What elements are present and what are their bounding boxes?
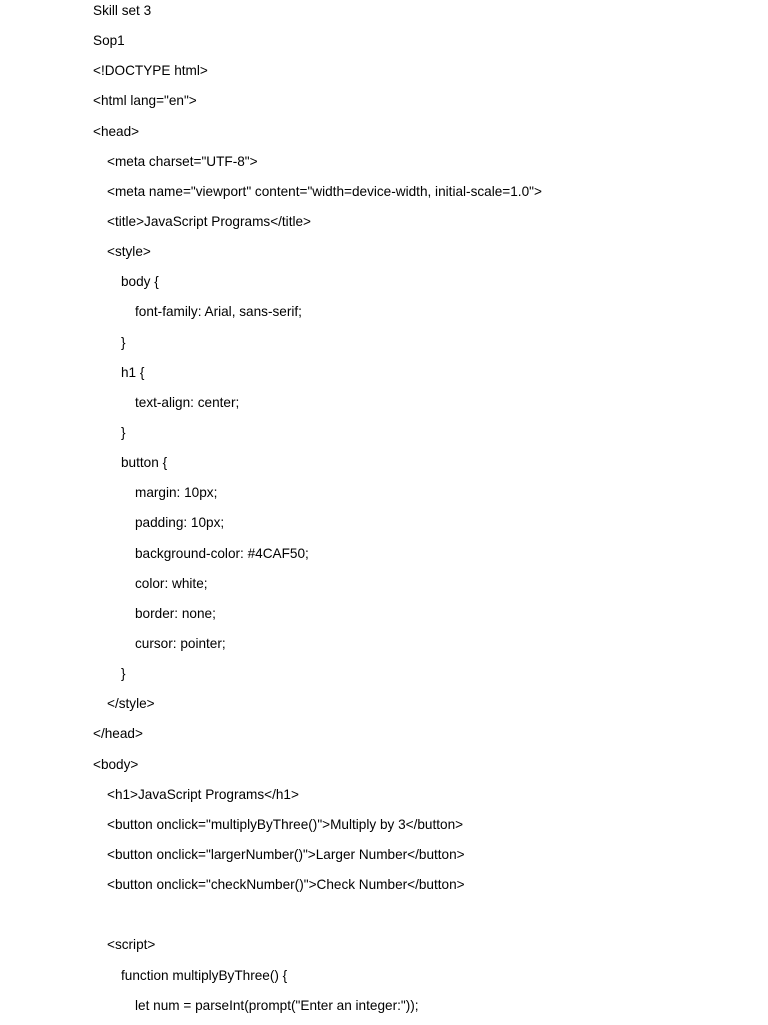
document-body bbox=[93, 0, 542, 1025]
document-line: Sop1 bbox=[93, 33, 125, 49]
document-line: <body> bbox=[93, 756, 139, 772]
document-line: <style> bbox=[107, 244, 151, 260]
document-line: cursor: pointer; bbox=[135, 635, 226, 651]
document-line: function multiplyByThree() { bbox=[121, 967, 288, 983]
document-line: Skill set 3 bbox=[93, 3, 152, 18]
document-line: </style> bbox=[107, 696, 155, 712]
document-line: <title>JavaScript Programs</title> bbox=[107, 213, 311, 229]
document-line: </head> bbox=[93, 726, 143, 742]
document-line: text-align: center; bbox=[135, 394, 240, 410]
document-line: } bbox=[121, 666, 126, 682]
document-line: margin: 10px; bbox=[135, 485, 218, 501]
document-line: <script> bbox=[107, 937, 156, 953]
document-line: background-color: #4CAF50; bbox=[135, 545, 309, 561]
document-line: let num = parseInt(prompt("Enter an integer:")); bbox=[135, 997, 419, 1013]
document-line: body { bbox=[121, 274, 159, 290]
document-line: font-family: Arial, sans-serif; bbox=[135, 304, 302, 320]
document-line: button { bbox=[121, 455, 168, 471]
document-line: <head> bbox=[93, 123, 140, 139]
document-line: <button onclick="checkNumber()">Check Number</button> bbox=[107, 877, 465, 893]
document-line bbox=[93, 904, 542, 934]
document-line: <h1>JavaScript Programs</h1> bbox=[107, 786, 299, 802]
document-line: <meta charset="UTF-8"> bbox=[107, 153, 258, 169]
document-line: <html lang="en"> bbox=[93, 93, 197, 109]
document-line: <!DOCTYPE html> bbox=[93, 63, 208, 79]
document-line: <meta name="viewport" content="width=device-width, initial-scale=1.0"> bbox=[107, 183, 542, 199]
document-line: } bbox=[121, 334, 126, 350]
document-line: border: none; bbox=[135, 605, 216, 621]
document-line: } bbox=[121, 424, 126, 440]
document-line: color: white; bbox=[135, 575, 208, 591]
document-line: <button onclick="largerNumber()">Larger Number</button> bbox=[107, 846, 465, 862]
document-line: <button onclick="multiplyByThree()">Multiply by 3</button> bbox=[107, 816, 464, 832]
document-line: h1 { bbox=[121, 364, 145, 380]
document-line: padding: 10px; bbox=[135, 515, 225, 531]
